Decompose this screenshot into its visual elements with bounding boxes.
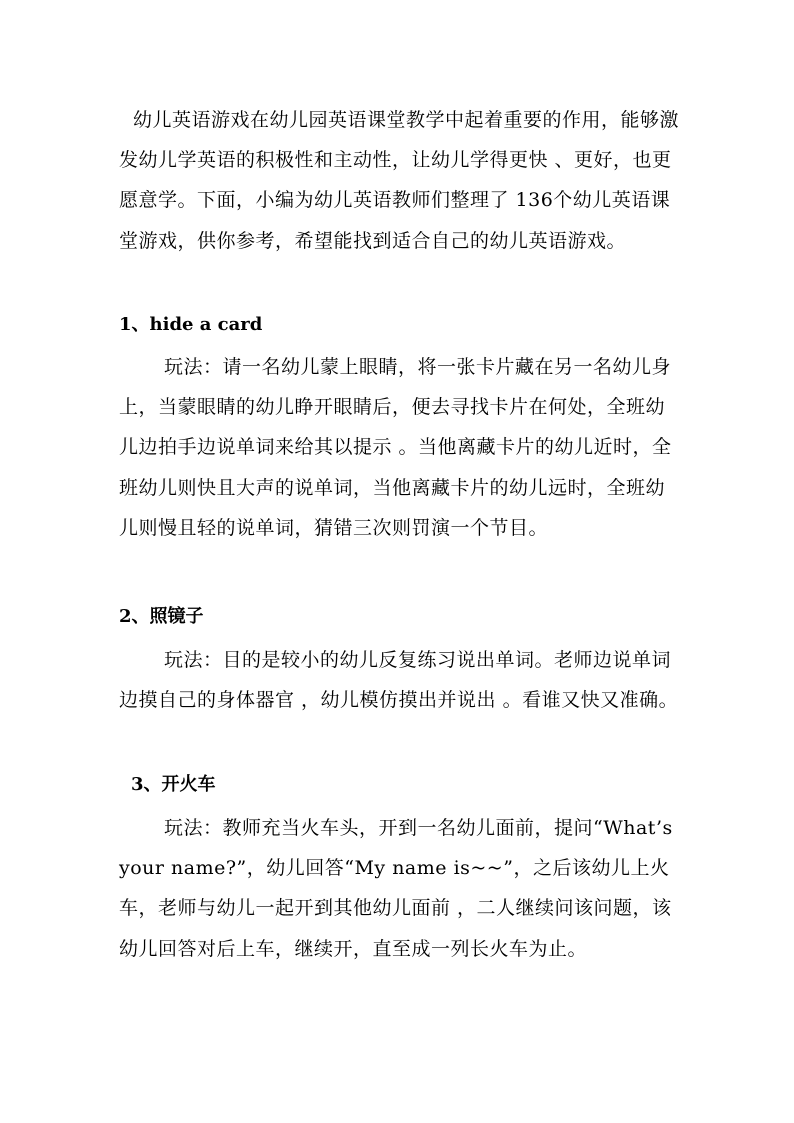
section-2-body: 玩法：目的是较小的幼儿反复练习说出单词。老师边说单词边摸自己的身体器官 ，幼儿模仿摸出并说出 。看谁又快又准确。	[119, 649, 679, 712]
section-1-body: 玩法：请一名幼儿蒙上眼睛，将一张卡片藏在另一名幼儿身上，当蒙眼睛的幼儿睁开眼睛后，便去寻找卡片在何处，全班幼儿边拍手边说单词来给其以提示 。当他离藏卡片的幼儿近时，全班幼儿则快且大声的说单词，当他离藏卡片的幼儿远时，全班幼儿则慢且轻的说单词，猜错三次则罚演一个节目。	[119, 356, 672, 539]
section-3-heading: 3、开火车	[131, 774, 216, 795]
intro-paragraph: 幼儿英语游戏在幼儿园英语课堂教学中起着重要的作用，能够激发幼儿学英语的积极性和主动性，让幼儿学得更快 、更好，也更愿意学。下面，小编为幼儿英语教师们整理了 136个幼儿英语课堂游戏，供你参考，希望能找到适合自己的幼儿英语游戏。	[119, 109, 680, 252]
section-2-heading: 2、照镜子	[119, 606, 204, 627]
section-1-heading: 1、hide a card	[119, 314, 263, 335]
section-3-body: 玩法：教师充当火车头，开到一名幼儿面前，提问“What’s your name?”，幼儿回答“My name is~~”，之后该幼儿上火车，老师与幼儿一起开到其他幼儿面前 ，二人继续问该问题，该幼儿回答对后上车，继续开，直至成一列长火车为止。	[119, 817, 673, 960]
